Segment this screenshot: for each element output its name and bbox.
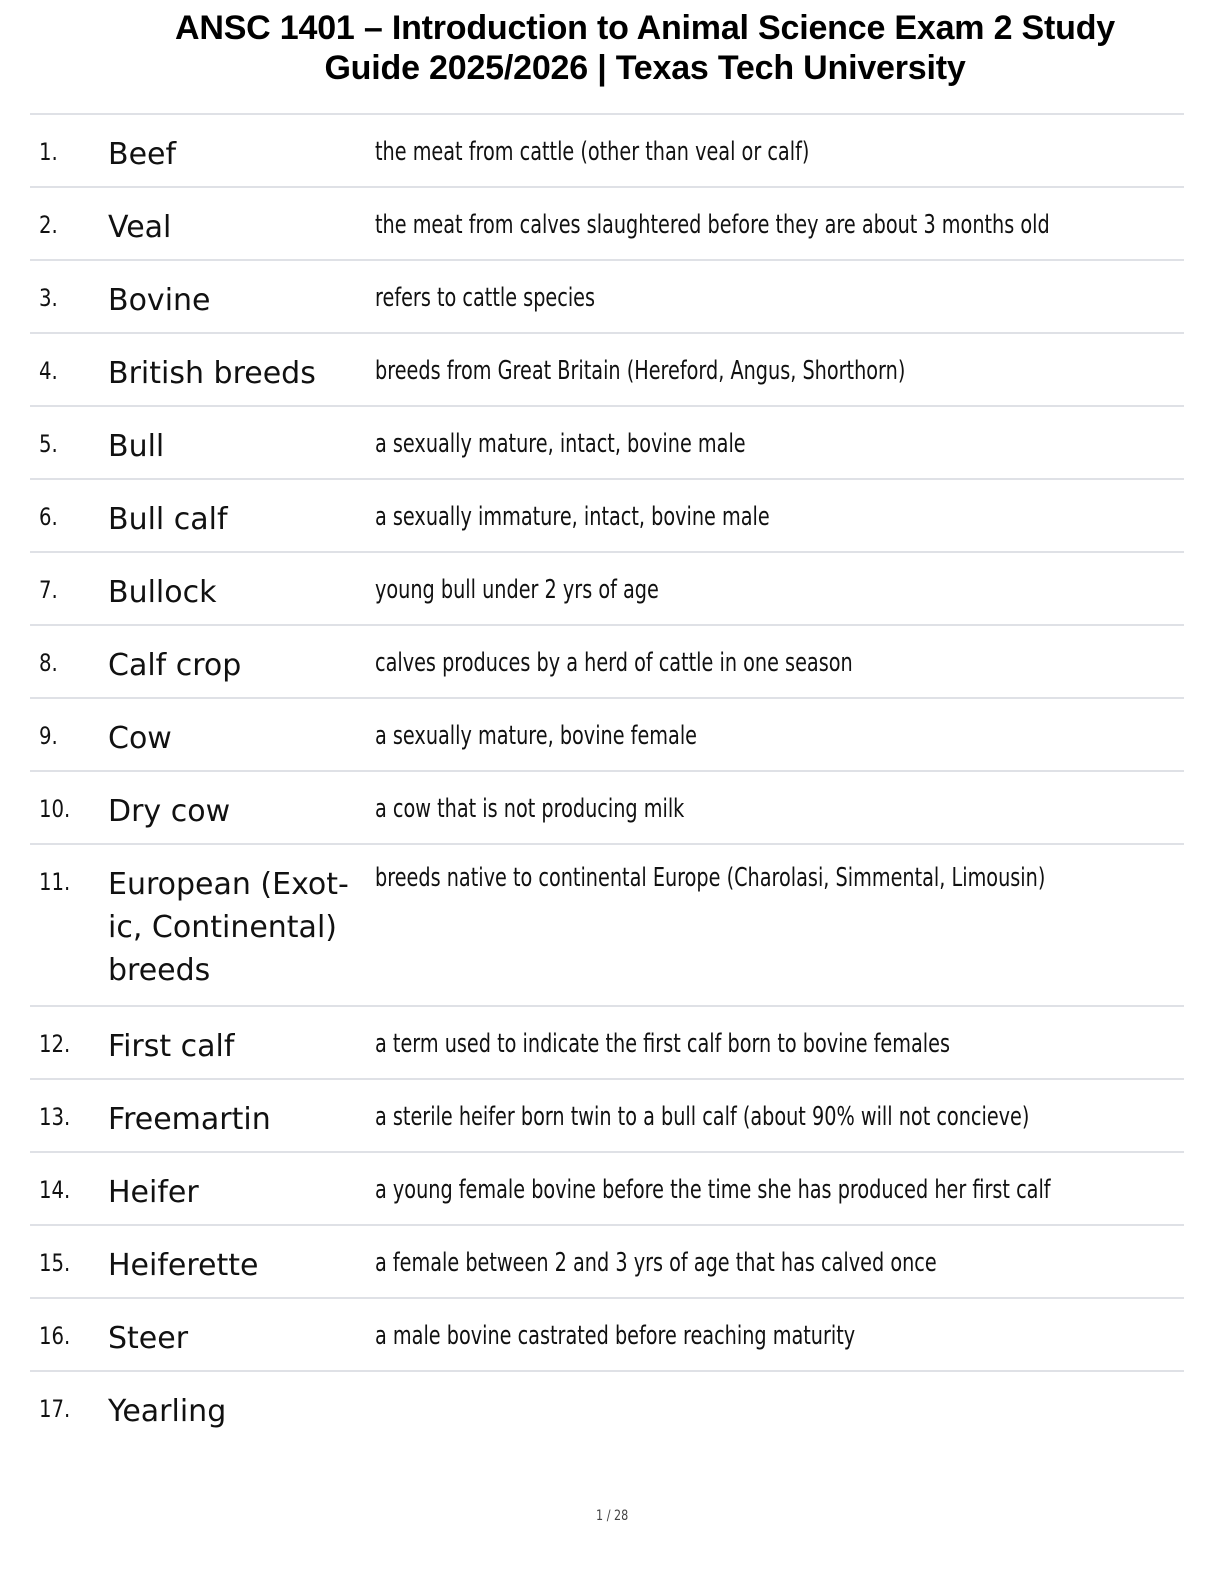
- term-row: [30, 626, 1184, 699]
- term-definition: a term used to indicate the first calf born to bovine females: [375, 1029, 951, 1059]
- term-definition: a sexually mature, bovine female: [375, 721, 698, 751]
- term-row: [30, 407, 1184, 480]
- term-row: [30, 115, 1184, 188]
- term-label: First calf: [108, 1029, 235, 1064]
- term-definition: the meat from calves slaughtered before they are about 3 months old: [375, 210, 1050, 240]
- document-title: [100, 8, 1190, 88]
- term-label: Freemartin: [108, 1102, 271, 1137]
- term-number: 3.: [39, 284, 58, 312]
- term-row: [30, 553, 1184, 626]
- term-row: [30, 699, 1184, 772]
- term-definition: a young female bovine before the time she has produced her first calf: [375, 1175, 1051, 1205]
- term-label: Heifer: [108, 1175, 199, 1210]
- term-row: [30, 334, 1184, 407]
- term-label: European (Exot-ic, Continental) breeds: [108, 867, 349, 988]
- term-definition: breeds native to continental Europe (Charolasi, Simmental, Limousin): [375, 863, 1046, 893]
- term-row: [30, 1299, 1184, 1372]
- term-number: 17.: [39, 1395, 71, 1423]
- title-line-1: ANSC 1401 – Introduction to Animal Science Exam 2 Study: [175, 9, 1115, 47]
- term-label: Bull calf: [108, 502, 228, 537]
- term-row: [30, 1007, 1184, 1080]
- term-row: [30, 261, 1184, 334]
- term-label: Steer: [108, 1321, 189, 1356]
- term-row: [30, 1226, 1184, 1299]
- term-row: [30, 188, 1184, 261]
- term-label: Yearling: [108, 1394, 227, 1429]
- term-definition: a cow that is not producing milk: [375, 794, 685, 824]
- term-number: 13.: [39, 1103, 71, 1131]
- term-label: Cow: [108, 721, 172, 756]
- term-number: 7.: [39, 576, 58, 604]
- term-label: Heiferette: [108, 1248, 259, 1283]
- term-definition: young bull under 2 yrs of age: [375, 575, 659, 605]
- term-definition: a sterile heifer born twin to a bull calf (about 90% will not concieve): [375, 1102, 1030, 1132]
- term-row: [30, 1153, 1184, 1226]
- title-line-2: Guide 2025/2026 | Texas Tech University: [324, 49, 966, 87]
- term-label: Veal: [108, 210, 172, 245]
- term-label: Calf crop: [108, 648, 242, 683]
- term-number: 10.: [39, 795, 71, 823]
- term-label: Beef: [108, 137, 177, 172]
- term-definition: a sexually mature, intact, bovine male: [375, 429, 746, 459]
- term-number: 5.: [39, 430, 58, 458]
- term-number: 1.: [39, 138, 58, 166]
- term-row: [30, 772, 1184, 845]
- term-number: 9.: [39, 722, 58, 750]
- term-number: 2.: [39, 211, 58, 239]
- term-number: 15.: [39, 1249, 71, 1277]
- term-row: [30, 1372, 1184, 1445]
- term-label: British breeds: [108, 356, 316, 391]
- term-row: [30, 480, 1184, 553]
- term-definition: the meat from cattle (other than veal or calf): [375, 137, 810, 167]
- term-list: [30, 113, 1184, 1445]
- page-number: 1 / 28: [595, 1508, 629, 1524]
- term-definition: a sexually immature, intact, bovine male: [375, 502, 770, 532]
- term-label: Bovine: [108, 283, 211, 318]
- page-indicator: [0, 1508, 1224, 1524]
- term-label: Bullock: [108, 575, 217, 610]
- term-definition: refers to cattle species: [375, 283, 596, 313]
- term-definition: breeds from Great Britain (Hereford, Angus, Shorthorn): [375, 356, 906, 386]
- term-number: 11.: [39, 868, 71, 896]
- term-number: 14.: [39, 1176, 71, 1204]
- term-number: 4.: [39, 357, 58, 385]
- term-number: 8.: [39, 649, 58, 677]
- term-label: Dry cow: [108, 794, 231, 829]
- term-number: 12.: [39, 1030, 71, 1058]
- term-definition: a female between 2 and 3 yrs of age that has calved once: [375, 1248, 937, 1278]
- term-row: [30, 1080, 1184, 1153]
- term-row: [30, 845, 1184, 1007]
- term-number: 6.: [39, 503, 58, 531]
- term-definition: a male bovine castrated before reaching maturity: [375, 1321, 856, 1351]
- term-definition: calves produces by a herd of cattle in one season: [375, 648, 853, 678]
- term-label: Bull: [108, 429, 165, 464]
- term-number: 16.: [39, 1322, 71, 1350]
